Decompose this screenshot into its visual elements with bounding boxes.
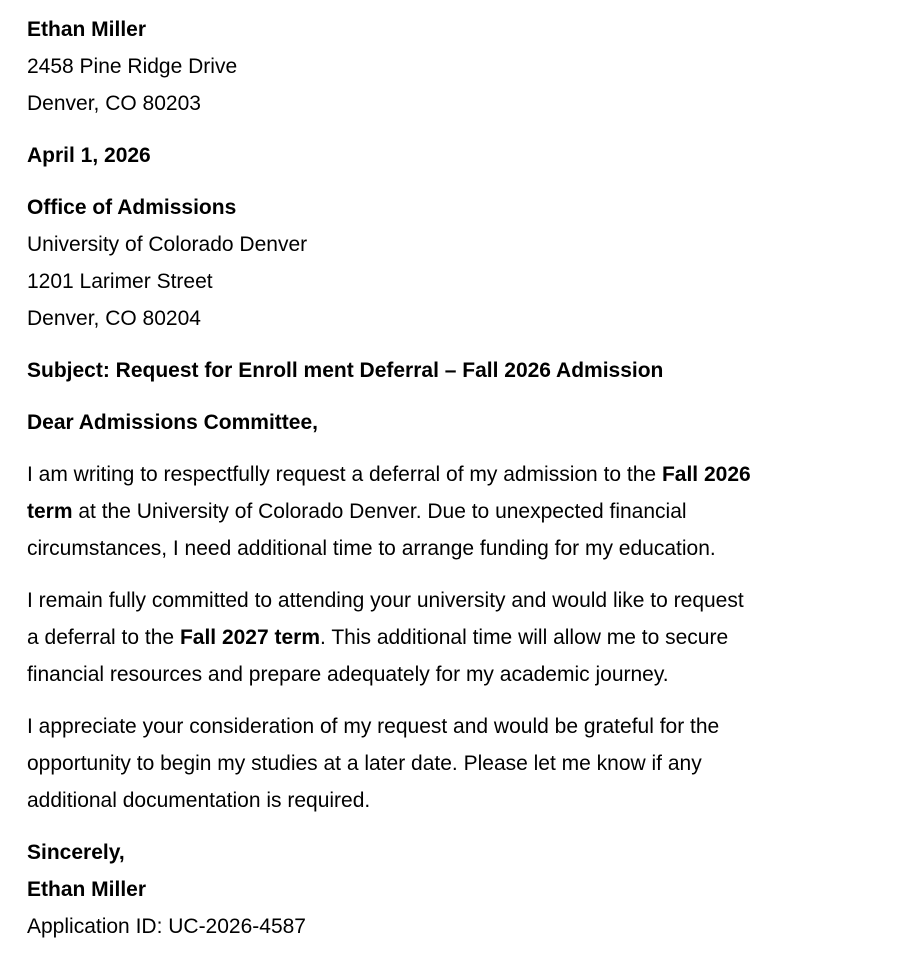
signature-name: Ethan Miller [27,878,147,901]
text-segment: I remain fully committed to attending your university and would like to request [27,589,744,612]
body-paragraph [27,708,870,819]
bold-text-segment: term [27,500,73,523]
text-segment: at the University of Colorado Denver. Due to unexpected financial [72,500,687,523]
body-line [27,530,870,567]
date-block [27,137,870,174]
body-paragraph [27,456,870,567]
text-segment: I appreciate your consideration of my request and would be grateful for the [27,715,720,738]
recipient-block [27,189,870,337]
closing-block [27,834,870,945]
body-line [27,493,870,530]
text-segment: a deferral to the [27,626,180,649]
sender-block [27,11,870,122]
salutation-block [27,404,870,441]
text-segment: financial resources and prepare adequately for my academic journey. [27,663,669,686]
body-paragraph [27,582,870,693]
text-segment: opportunity to begin my studies at a later date. Please let me know if any [27,752,702,775]
application-id: Application ID: UC-2026-4587 [27,915,306,938]
letter-date: April 1, 2026 [27,144,151,167]
text-segment: I am writing to respectfully request a deferral of my admission to the [27,463,662,486]
subject-line: Subject: Request for Enroll ment Deferral – Fall 2026 Admission [27,359,664,382]
subject-block [27,352,870,389]
valediction: Sincerely, [27,841,125,864]
salutation: Dear Admissions Committee, [27,411,318,434]
body-line [27,708,870,745]
body-line [27,456,870,493]
text-segment: . This additional time will allow me to secure [320,626,729,649]
recipient-name: Office of Admissions [27,196,237,219]
sender-name: Ethan Miller [27,18,147,41]
body-line [27,782,870,819]
sender-address-line2: Denver, CO 80203 [27,92,201,115]
bold-text-segment: Fall 2026 [661,463,751,486]
text-segment: additional documentation is required. [27,789,371,812]
body-line [27,619,870,656]
bold-text-segment: Fall 2027 term [179,626,321,649]
body-line [27,582,870,619]
sender-address-line1: 2458 Pine Ridge Drive [27,55,238,78]
letter-body [27,456,870,819]
body-line [27,745,870,782]
recipient-line2: 1201 Larimer Street [27,270,213,293]
recipient-line1: University of Colorado Denver [27,233,308,256]
body-line [27,656,870,693]
text-segment: circumstances, I need additional time to arrange funding for my education. [27,537,716,560]
recipient-line3: Denver, CO 80204 [27,307,201,330]
